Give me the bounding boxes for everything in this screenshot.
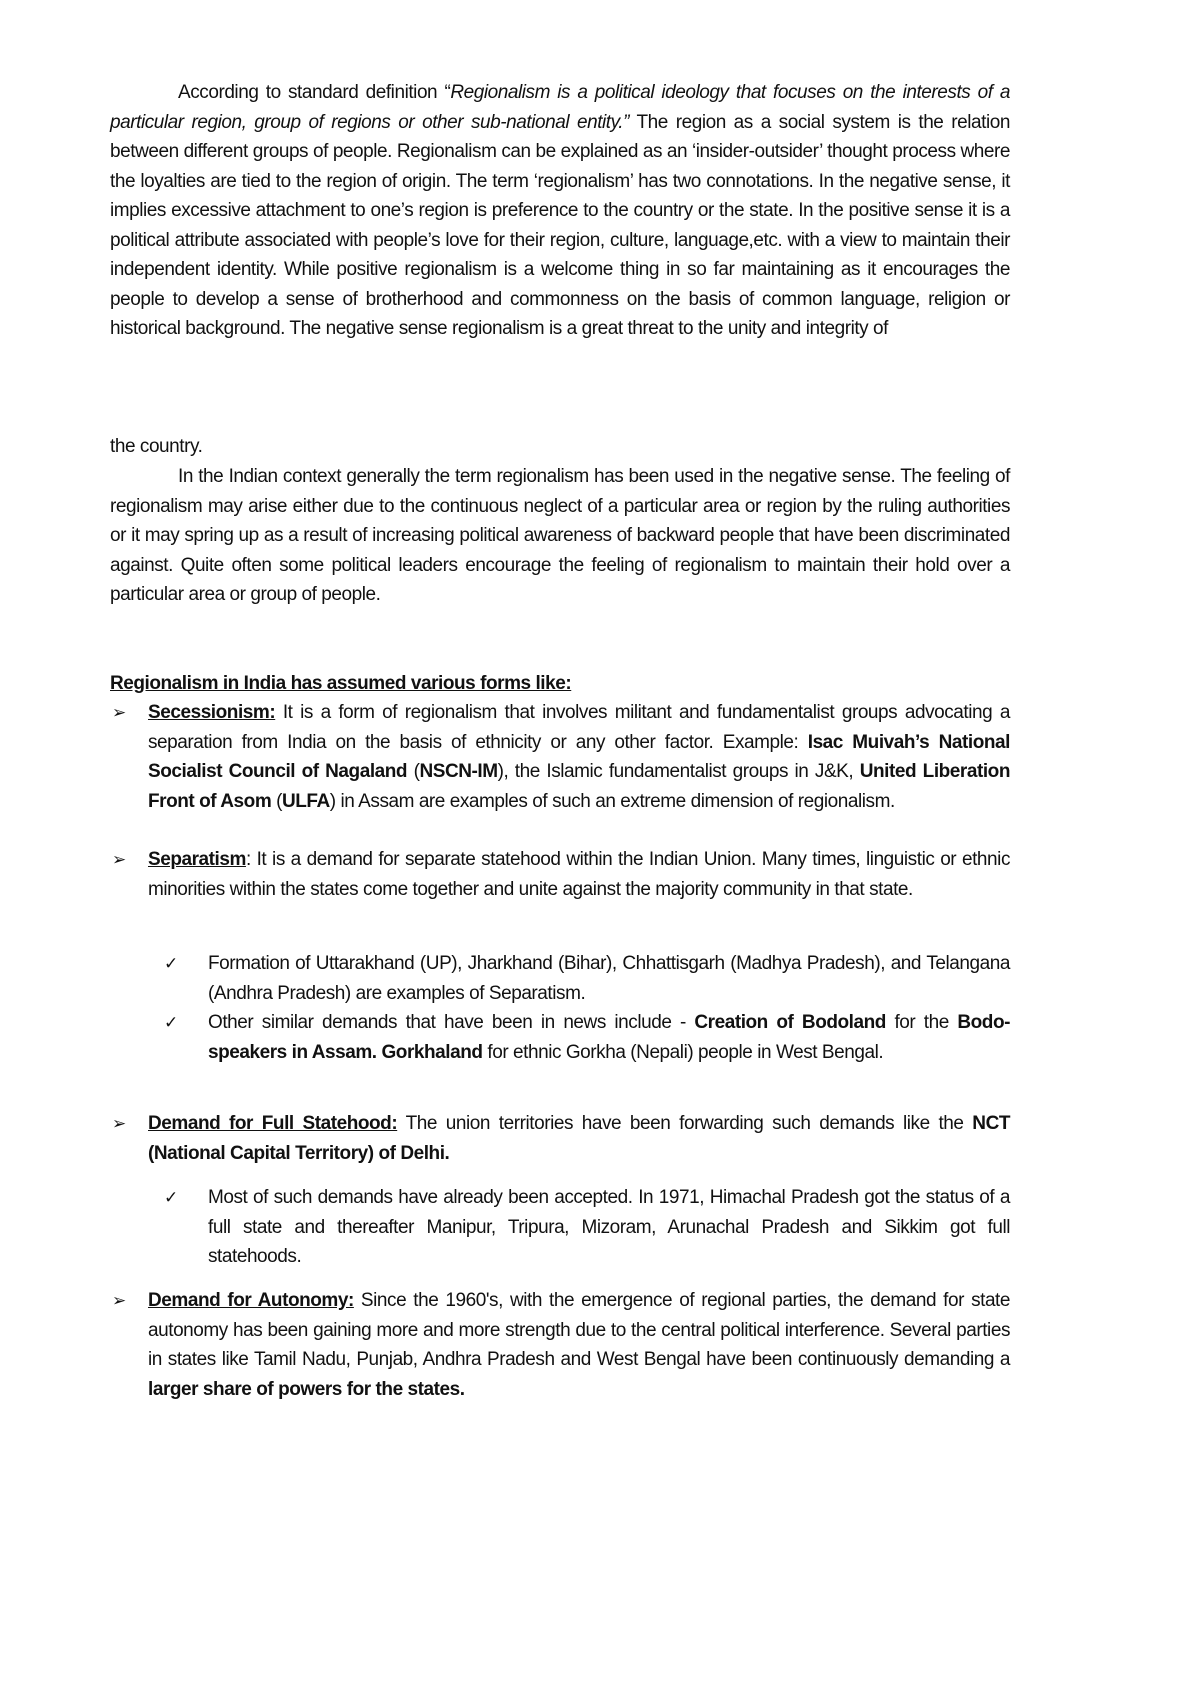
text: The region as a social system is the relation between different groups of people. Regionalism can be explained as an ‘insider-outsider’ thought process where the loyalties are tied to the region of origin. The term ‘regionalism’ has two connotations. In the negative sense, it implies excessive attachment to one’s region is preference to the country or the state. In the positive sense it is a political attribute associated with people’s love for their region, culture, language,etc. with a view to maintain their independent identity. While positive regionalism is a welcome thing in so far maintaining as it encourages the people to develop a sense of brotherhood and commonness on the basis of common language, religion or historical background. The negative sense regionalism is a great threat to the unity and integrity of xyxy=(110,111,1010,339)
item-title: Separatism xyxy=(148,849,246,870)
bold-text: Bodo-speakers in Assam. Gorkhaland xyxy=(208,1012,1010,1063)
text: ( xyxy=(407,761,420,782)
bold-text: United Liberation Front of Asom xyxy=(148,761,1010,812)
item-title: Demand for Full Statehood: xyxy=(148,1113,398,1134)
definition-quote: Regionalism is a political ideology that focuses on the interests of a particular region, group of regions or other sub-national entity.” xyxy=(110,82,1010,133)
checkmark-icon: ✓ xyxy=(164,1188,178,1207)
text: Since the 1960's, with the emergence of regional parties, the demand for state autonomy has been gaining more and more strength due to the central political interference. Several parties in states like Tamil Nadu, Punjab, Andhra Pradesh and West Bengal have been continuously demanding a xyxy=(148,1290,1011,1370)
paragraph-indian-context: In the Indian context generally the term regionalism has been used in the negative sense. The feeling of regionalism may arise either due to the continuous neglect of a particular area or region by the ruling authorities or it may spring up as a result of increasing political awareness of backward people that have been discriminated against. Quite often some political leaders encourage the feeling of regionalism to maintain their hold over a particular area or group of people. xyxy=(110,466,1010,605)
item-title: Secessionism: xyxy=(148,702,276,723)
text: It is a form of regionalism that involves militant and fundamentalist groups advocating a separation from India on the basis of ethnicity or any other factor. Example: xyxy=(148,702,1010,753)
text: for the xyxy=(885,1012,958,1033)
check-item-accepted xyxy=(164,1183,1010,1272)
check-item-formation xyxy=(164,949,1010,1008)
list-item-autonomy xyxy=(112,1286,1011,1404)
paragraph-definition xyxy=(110,78,1010,344)
text: Formation of Uttarakhand (UP), Jharkhand (Bihar), Chhattisgarh (Madhya Pradesh), and Telangana (Andhra Pradesh) are examples of Separatism. xyxy=(208,953,1010,1004)
arrow-bullet-icon: ➢ xyxy=(112,703,126,722)
text: According to standard definition “ xyxy=(178,82,451,103)
arrow-bullet-icon: ➢ xyxy=(112,1114,126,1133)
list-item-full-statehood xyxy=(112,1109,1010,1168)
checkmark-icon: ✓ xyxy=(164,1013,178,1032)
list-item-separatism xyxy=(112,845,1010,904)
bold-text: ULFA xyxy=(281,790,330,812)
text: Most of such demands have already been accepted. In 1971, Himachal Pradesh got the status of a full state and thereafter Manipur, Tripura, Mizoram, Arunachal Pradesh and Sikkim got full statehoods. xyxy=(208,1187,1010,1267)
text: ), the Islamic fundamentalist groups in J&K, xyxy=(497,761,860,782)
text: : It is a demand for separate statehood within the Indian Union. Many times, linguistic or ethnic minorities within the states come together and unite against the majority community in that state. xyxy=(148,849,1010,900)
arrow-bullet-icon: ➢ xyxy=(112,850,126,869)
checkmark-icon: ✓ xyxy=(164,954,178,973)
text: Other similar demands that have been in news include - xyxy=(208,1012,695,1033)
check-item-other-demands xyxy=(164,1008,1010,1067)
bold-text: NCT (National Capital Territory) of Delhi. xyxy=(148,1113,1010,1164)
heading-text: Regionalism in India has assumed various forms like: xyxy=(110,673,572,694)
arrow-bullet-icon: ➢ xyxy=(112,1291,126,1310)
bold-text: larger share of powers for the states. xyxy=(148,1378,465,1400)
text: ) in Assam are examples of such an extreme dimension of regionalism. xyxy=(329,790,895,812)
item-title: Demand for Autonomy: xyxy=(148,1290,354,1311)
bold-text: Creation of Bodoland xyxy=(694,1012,886,1033)
bold-text: Isac Muivah’s National Socialist Council of Nagaland xyxy=(148,731,1010,782)
text: The union territories have been forwarding such demands like the xyxy=(397,1113,973,1134)
text: for ethnic Gorkha (Nepali) people in West Bengal. xyxy=(482,1041,884,1063)
text: ( xyxy=(271,790,282,812)
paragraph-end-line: the country. xyxy=(110,436,203,457)
section-heading xyxy=(110,669,1010,699)
bold-text: NSCN-IM xyxy=(419,761,498,782)
list-item-secessionism xyxy=(112,698,1010,816)
